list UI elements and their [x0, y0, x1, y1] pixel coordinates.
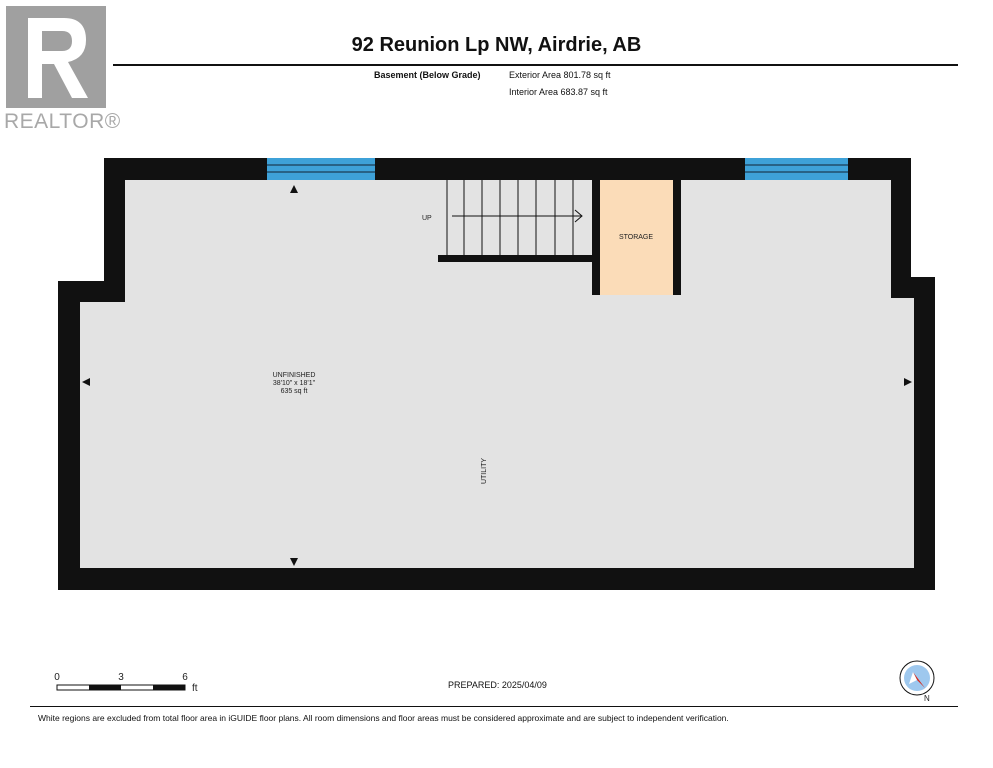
stairs-label: UP — [422, 215, 432, 222]
page-title: 92 Reunion Lp NW, Airdrie, AB — [351, 34, 642, 56]
scale-tick-6: 6 — [182, 672, 188, 683]
utility-label: UTILITY — [481, 457, 488, 485]
compass-icon — [900, 661, 934, 703]
scale-unit: ft — [192, 683, 198, 694]
scale-tick-3: 3 — [118, 672, 124, 683]
exterior-area: Exterior Area 801.78 sq ft — [509, 70, 611, 80]
interior-area: Interior Area 683.87 sq ft — [509, 87, 608, 97]
window-left — [267, 158, 375, 180]
floor-area — [80, 180, 914, 568]
window-right — [745, 158, 848, 180]
room-dimensions: 38'10" x 18'1" — [272, 380, 316, 387]
footer-divider — [30, 706, 958, 707]
room-name: UNFINISHED — [272, 372, 316, 379]
scale-bar — [54, 672, 198, 694]
room-area: 635 sq ft — [280, 388, 308, 395]
scale-tick-0: 0 — [54, 672, 60, 683]
compass-north-label: N — [924, 694, 930, 703]
storage-label: STORAGE — [618, 234, 654, 241]
floor-label: Basement (Below Grade) — [374, 70, 481, 80]
disclaimer-text: White regions are excluded from total floor area in iGUIDE floor plans. All room dimensions and floor areas must be considered approximate and are subject to independent verification. — [38, 713, 729, 723]
prepared-date: PREPARED: 2025/04/09 — [448, 680, 547, 690]
realtor-logo-text: REALTOR® — [4, 110, 121, 133]
